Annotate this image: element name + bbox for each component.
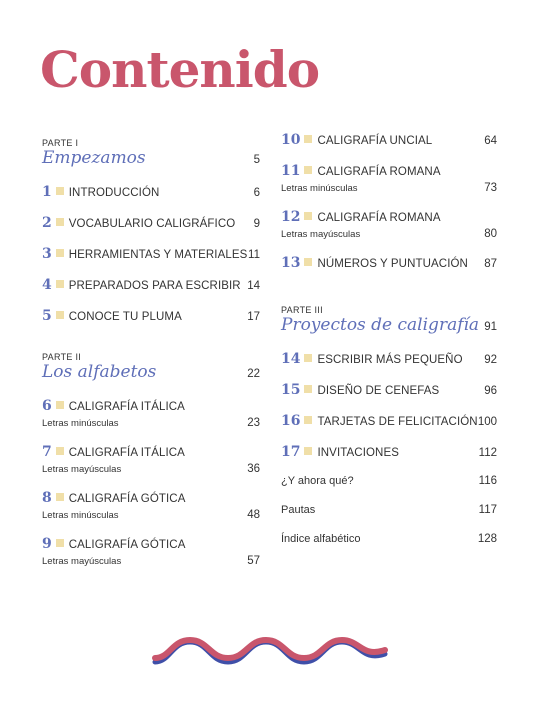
- toc-entry: [42, 277, 260, 293]
- page-number: 9: [253, 218, 260, 230]
- toc-entry: [281, 132, 497, 148]
- chapter-title: HERRAMIENTAS Y MATERIALES: [68, 249, 248, 261]
- chapter-number: 15: [281, 382, 301, 398]
- chapter-subtitle: Letras mayúsculas: [281, 229, 361, 240]
- chapter-title: CALIGRAFÍA ROMANA: [317, 212, 441, 224]
- chapter-number: 6: [42, 398, 52, 414]
- toc-entry: [281, 475, 497, 487]
- chapter-number: 5: [42, 308, 52, 324]
- chapter-title: PREPARADOS PARA ESCRIBIR: [68, 280, 241, 292]
- toc-entry: [281, 444, 497, 460]
- square-bullet-icon: [304, 258, 312, 266]
- square-bullet-icon: [304, 212, 312, 220]
- part-title: Empezamos: [42, 148, 146, 168]
- chapter-number: 14: [281, 351, 301, 367]
- page-number: 14: [247, 280, 260, 292]
- square-bullet-icon: [56, 249, 64, 257]
- part-title: Proyectos de caligrafía: [281, 315, 480, 335]
- chapter-number: 7: [42, 444, 52, 460]
- section-title: Pautas: [281, 504, 316, 516]
- toc-entry: [42, 246, 260, 262]
- chapter-number: 9: [42, 536, 52, 552]
- part-header: [42, 138, 260, 168]
- chapter-title: CALIGRAFÍA GÓTICA: [68, 493, 186, 505]
- chapter-title: CALIGRAFÍA ITÁLICA: [68, 447, 185, 459]
- chapter-title: INVITACIONES: [317, 447, 399, 459]
- chapter-title: CALIGRAFÍA ITÁLICA: [68, 401, 185, 413]
- toc-entry: [281, 163, 497, 194]
- chapter-title: INTRODUCCIÓN: [68, 187, 160, 199]
- toc-column-left: [42, 132, 260, 582]
- chapter-number: 16: [281, 413, 301, 429]
- chapter-number: 17: [281, 444, 301, 460]
- chapter-number: 12: [281, 209, 301, 225]
- chapter-number: 4: [42, 277, 52, 293]
- chapter-title: NÚMEROS Y PUNTUACIÓN: [317, 258, 468, 270]
- square-bullet-icon: [304, 354, 312, 362]
- page-number: 6: [253, 187, 260, 199]
- square-bullet-icon: [304, 416, 312, 424]
- toc-entry: [281, 351, 497, 367]
- page-number: 48: [247, 509, 260, 521]
- page-number: 73: [484, 182, 497, 194]
- chapter-subtitle: Letras mayúsculas: [42, 556, 122, 567]
- chapter-title: VOCABULARIO CALIGRÁFICO: [68, 218, 236, 230]
- square-bullet-icon: [56, 280, 64, 288]
- page-number: 57: [247, 555, 260, 567]
- chapter-title: TARJETAS DE FELICITACIÓN: [317, 416, 478, 428]
- chapter-title: DISEÑO DE CENEFAS: [317, 385, 440, 397]
- square-bullet-icon: [304, 447, 312, 455]
- page-number: 11: [248, 249, 260, 261]
- chapter-title: CALIGRAFÍA GÓTICA: [68, 539, 186, 551]
- part-title: Los alfabetos: [42, 362, 157, 382]
- toc-entry: [42, 490, 260, 521]
- toc-entry: [42, 215, 260, 231]
- wave-ornament-icon: [150, 636, 390, 668]
- square-bullet-icon: [56, 401, 64, 409]
- page-number: 22: [247, 368, 260, 380]
- square-bullet-icon: [56, 311, 64, 319]
- chapter-number: 2: [42, 215, 52, 231]
- page-number: 112: [478, 447, 497, 459]
- toc-entry: [42, 308, 260, 324]
- part-label: PARTE I: [42, 138, 79, 148]
- part-label: PARTE II: [42, 352, 82, 362]
- page-number: 5: [253, 154, 260, 166]
- square-bullet-icon: [56, 493, 64, 501]
- toc-entry: [42, 444, 260, 475]
- page-number: 91: [484, 321, 497, 333]
- page-number: 117: [478, 504, 497, 516]
- square-bullet-icon: [304, 166, 312, 174]
- page-number: 64: [484, 135, 497, 147]
- square-bullet-icon: [304, 135, 312, 143]
- square-bullet-icon: [304, 385, 312, 393]
- page-number: 100: [477, 416, 497, 428]
- page-number: 17: [247, 311, 260, 323]
- chapter-title: CALIGRAFÍA ROMANA: [317, 166, 441, 178]
- chapter-subtitle: Letras minúsculas: [42, 418, 119, 429]
- chapter-number: 10: [281, 132, 301, 148]
- chapter-title: CONOCE TU PLUMA: [68, 311, 182, 323]
- page-number: 116: [478, 475, 497, 487]
- square-bullet-icon: [56, 447, 64, 455]
- chapter-title: CALIGRAFÍA UNCIAL: [317, 135, 433, 147]
- part-label: PARTE III: [281, 305, 323, 315]
- page-number: 87: [484, 258, 497, 270]
- chapter-number: 1: [42, 184, 52, 200]
- page-number: 96: [484, 385, 497, 397]
- part-header: [42, 352, 260, 382]
- toc-entry: [281, 255, 497, 271]
- chapter-number: 13: [281, 255, 301, 271]
- section-title: Índice alfabético: [281, 533, 361, 545]
- page-number: 80: [484, 228, 497, 240]
- square-bullet-icon: [56, 539, 64, 547]
- toc-column-right: [281, 132, 497, 560]
- chapter-number: 3: [42, 246, 52, 262]
- square-bullet-icon: [56, 218, 64, 226]
- chapter-subtitle: Letras minúsculas: [42, 510, 119, 521]
- chapter-number: 11: [281, 163, 301, 179]
- chapter-number: 8: [42, 490, 52, 506]
- toc-entry: [281, 382, 497, 398]
- toc-entry: [42, 536, 260, 567]
- toc-entry: [42, 398, 260, 429]
- toc-entry: [42, 184, 260, 200]
- toc-entry: [281, 533, 497, 545]
- page-title: Contenido: [40, 40, 320, 99]
- page-number: 23: [247, 417, 260, 429]
- page-number: 92: [484, 354, 497, 366]
- page-number: 36: [247, 463, 260, 475]
- page-number: 128: [477, 533, 497, 545]
- chapter-subtitle: Letras mayúsculas: [42, 464, 122, 475]
- square-bullet-icon: [56, 187, 64, 195]
- chapter-subtitle: Letras minúsculas: [281, 183, 358, 194]
- section-title: ¿Y ahora qué?: [281, 475, 354, 487]
- toc-entry: [281, 504, 497, 516]
- toc-entry: [281, 209, 497, 240]
- toc-entry: [281, 413, 497, 429]
- part-header: [281, 305, 497, 335]
- chapter-title: ESCRIBIR MÁS PEQUEÑO: [317, 354, 463, 366]
